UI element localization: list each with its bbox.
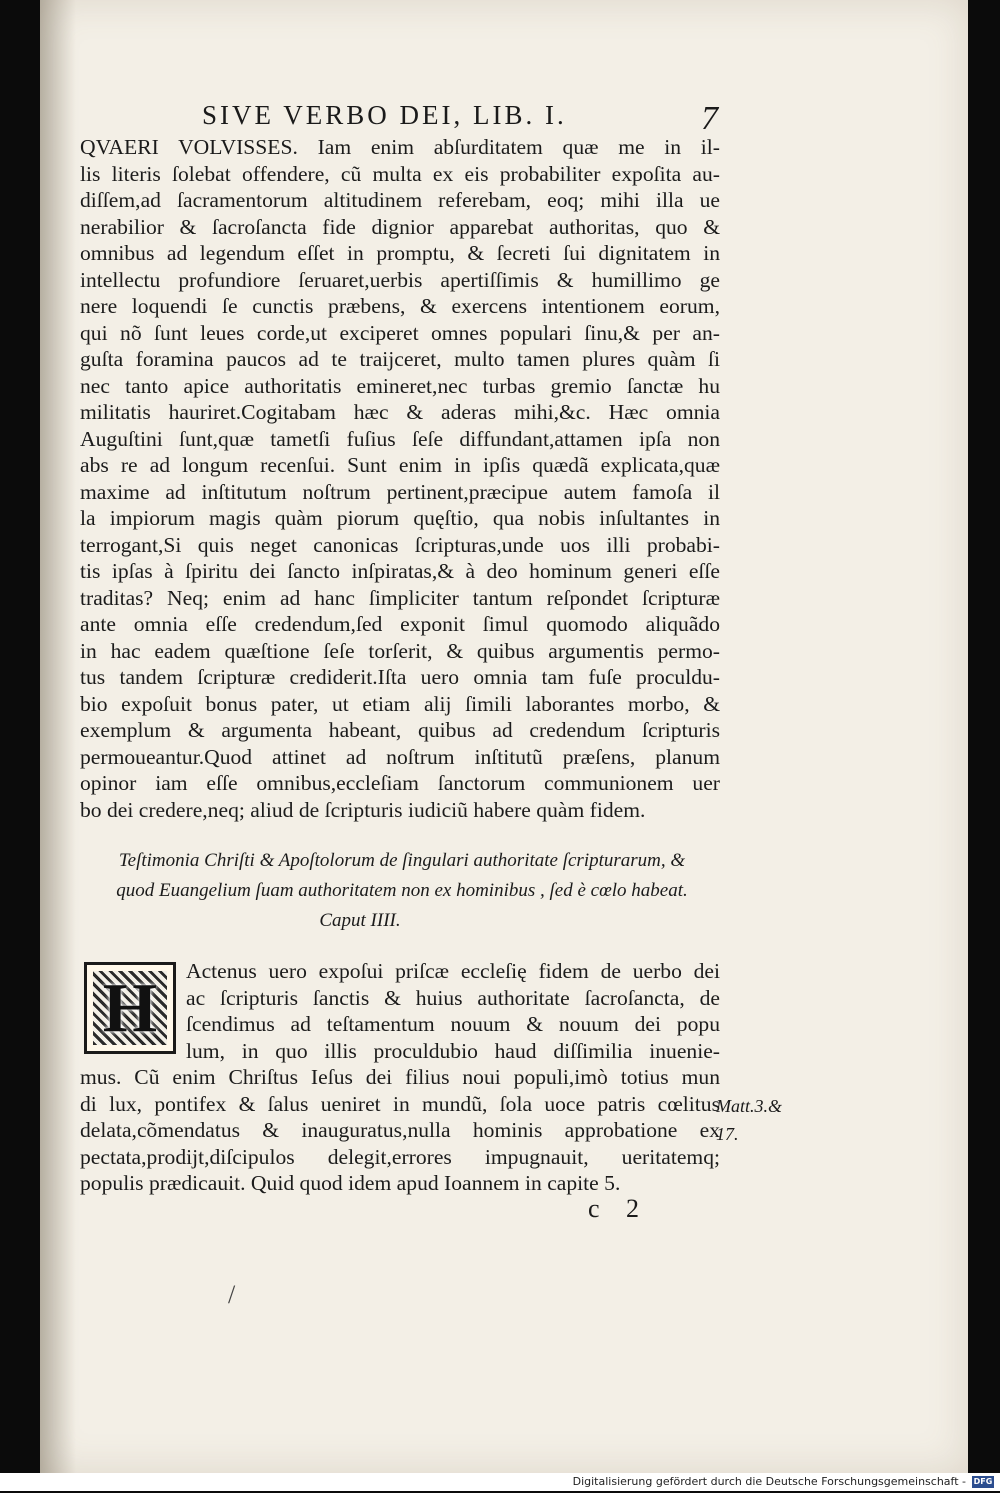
text-line: delata,cõmendatus & inauguratus,nulla hominis approbatione ex xyxy=(80,1118,720,1142)
chapter-heading-caput: Caput IIII. xyxy=(319,910,401,931)
dfg-logo: DFG xyxy=(973,1477,993,1486)
text-line: omnibus ad legendum eſſet in promptu, & ſecreti ſui dignitatem in xyxy=(80,241,720,265)
page-number: 7 xyxy=(701,100,718,137)
text-line: traditas? Neq; enim ad hanc ſimpliciter tantum reſpondet ſcripturæ xyxy=(80,585,720,610)
text-line: tus tandem ſcripturæ crediderit.Iſta uero omnia tam fuſe proculdu- xyxy=(80,665,720,689)
text-line: Auguſtini ſunt,quæ tametſi fuſius ſeſe diffundant,attamen ipſa non xyxy=(80,426,720,451)
text-line: populis prædicauit. Quid quod idem apud Ioannem in capite 5. xyxy=(80,1171,621,1195)
text-line: lum, in quo illis proculdubio haud diſſimilia inuenie- xyxy=(186,1038,720,1063)
chapter-heading-line-1: Teſtimonia Chriſti & Apoſtolorum de ſingulari authoritate ſcripturarum, & xyxy=(118,850,686,871)
text-line: lis literis ſolebat offendere, cũ multa ex eis probabiliter expoſita au- xyxy=(80,161,720,186)
text-line: terrogant,Si quis neget canonicas ſcripturas,unde uos illi probabi- xyxy=(80,532,720,557)
initial-letter: H xyxy=(102,970,158,1047)
text-line: ſcendimus ad teſtamentum nouum & nouum dei popu xyxy=(186,1012,720,1036)
decorated-initial xyxy=(84,962,176,1054)
page-gutter-shadow xyxy=(40,0,76,1473)
main-text-block xyxy=(80,134,720,823)
text-line: nerabilior & ſacroſancta fide dignior apparebat authoritas, quo & xyxy=(80,214,720,239)
chapter-full-text xyxy=(80,1064,720,1197)
margin-note-line-2: 17. xyxy=(716,1124,739,1144)
text-line: militatis hauriret.Cogitabam hæc & aderas mihi,&c. Hæc omnia xyxy=(80,400,720,424)
text-line: Actenus uero expoſui priſcæ eccleſię fidem de uerbo dei xyxy=(186,959,720,983)
text-line: nere loquendi ſe cunctis præbens, & exercens intentionem eorum, xyxy=(80,294,720,318)
text-line: pectata,prodijt,diſcipulos delegit,errores impugnauit, ueritatemq; xyxy=(80,1144,720,1169)
credit-text: Digitalisierung gefördert durch die Deutsche Forschungsgemeinschaft - xyxy=(572,1475,966,1488)
text-line: in hac eadem quæſtione ſeſe torſerit, & quibus argumentis permo- xyxy=(80,638,720,663)
text-line: bio expoſuit bonus pater, ut etiam alij ſimili laborantes morbo, & xyxy=(80,691,720,716)
text-line: permoueantur.Quod attinet ad noſtrum inſtitutũ præſens, planum xyxy=(80,744,720,769)
chapter-indented-text xyxy=(186,958,720,1064)
text-line: nec tanto apice authoritatis emineret,nec turbas gremio ſanctæ hu xyxy=(80,373,720,398)
text-line: la impiorum magis quàm piorum quęſtio, qua nobis inſultantes in xyxy=(80,506,720,530)
text-line: QVAERI VOLVISSES. Iam enim abſurditatem quæ me in il- xyxy=(80,135,720,159)
text-line: qui nõ ſunt leues corde,ut exciperet omnes populari ſinu,& per an- xyxy=(80,320,720,345)
margin-note-line-1: Matt.3.& xyxy=(716,1096,782,1116)
signature-mark: c 2 xyxy=(588,1194,650,1223)
pencil-mark: / xyxy=(228,1280,236,1309)
chapter-heading-line-2: quod Euangelium ſuam authoritatem non ex hominibus , ſed è cœlo habeat. xyxy=(116,880,688,901)
text-line: maxime ad inſtitutum noſtrum pertinent,præcipue autem famoſa il xyxy=(80,479,720,504)
text-line: ante omnia eſſe credendum,ſed exponit ſimul quomodo aliquãdo xyxy=(80,612,720,636)
text-line: di lux, pontifex & ſalus ueniret in mundũ, ſola uoce patris cœlitus xyxy=(80,1091,720,1116)
running-head: SIVE VERBO DEI, LIB. I. xyxy=(202,100,567,130)
text-line: intellectu profundiore ſeruaret,uerbis apertiſſimis & humillimo ge xyxy=(80,267,720,292)
text-line: opinor iam eſſe omnibus,eccleſiam ſanctorum communionem uer xyxy=(80,771,720,795)
text-line: ac ſcripturis ſanctis & huius authoritate ſacroſancta, de xyxy=(186,985,720,1010)
credit-bar xyxy=(0,1473,1000,1491)
text-line: guſta foramina paucos ad te traijceret, multo tamen plures quàm ſi xyxy=(80,347,720,371)
text-line: tis ipſas à ſpiritu dei ſancto inſpiratas,& à deo hominum generi eſſe xyxy=(80,559,720,583)
text-line: exemplum & argumenta habeant, quibus ad credendum ſcripturis xyxy=(80,718,720,742)
text-line: abs re ad longum recenſui. Sunt enim in ipſis quædã explicata,quæ xyxy=(80,453,720,477)
text-line: mus. Cũ enim Chriſtus Ieſus dei filius noui populi,imò totius mun xyxy=(80,1065,720,1089)
text-line: bo dei credere,neq; aliud de ſcripturis iudiciũ habere quàm fidem. xyxy=(80,797,646,822)
text-line: diſſem,ad ſacramentorum altitudinem referebam, eoq; mihi illa ue xyxy=(80,188,720,212)
